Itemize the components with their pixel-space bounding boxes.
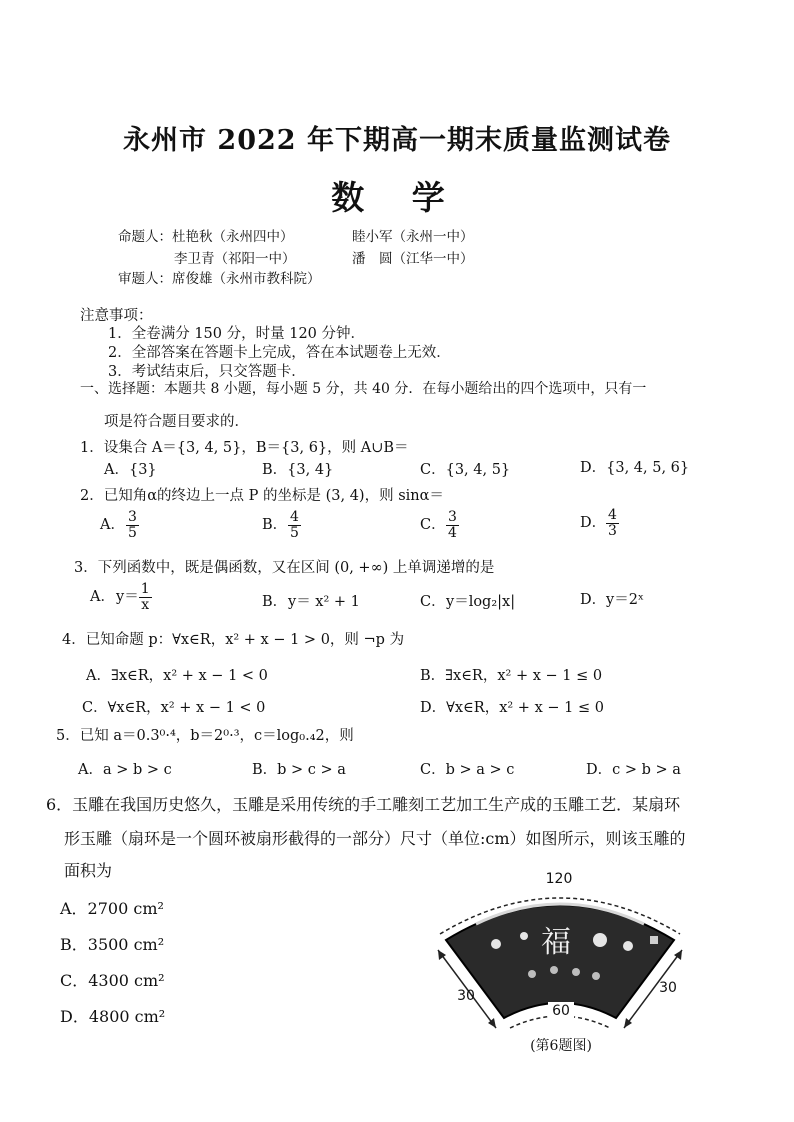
q6-figure (430, 868, 692, 1060)
q1-option-b: B．{3, 4} (262, 462, 334, 478)
exam-title: 永州市 2022 年下期高一期末质量监测试卷 (123, 125, 671, 156)
q2-stem: 2．已知角α的终边上一点 P 的坐标是 (3, 4)，则 sinα＝ (80, 488, 444, 504)
label-left-30: 30 (457, 988, 475, 1004)
decor-dot (528, 970, 536, 978)
q3-option-a: A．y＝ $\frac{1}{x}$ (90, 581, 150, 613)
notice-heading: 注意事项： (80, 308, 153, 324)
q6-stem-line3: 面积为 (64, 861, 113, 880)
notice-item-1: 1．全卷满分 150 分，时量 120 分钟． (108, 326, 366, 342)
q3-a-fraction: $\frac{1}{x}$ (140, 581, 150, 613)
q4-option-b: B．∃x∈R，x² + x − 1 ≤ 0 (420, 668, 603, 684)
decor-dot (550, 966, 558, 974)
setter-2: 睦小军（永州一中） (352, 229, 474, 245)
setter-3: 李卫青（祁阳一中） (174, 251, 296, 267)
notice-item-3: 3．考试结束后，只交答题卡． (108, 364, 306, 380)
q6-stem-line2: 形玉雕（扇环是一个圆环被扇形截得的一部分）尺寸（单位:cm）如图所示，则该玉雕的 (64, 829, 686, 848)
q2-d-fraction: $\frac{4}{3}$ (608, 507, 617, 539)
q2-option-a: A． $\frac{3}{5}$ (100, 509, 137, 541)
decor-dot (572, 968, 580, 976)
setter-1: 杜艳秋（永州四中） (172, 229, 294, 245)
setters-label: 命题人： (118, 229, 172, 245)
label-60: 60 (552, 1003, 570, 1019)
decor-gourd (593, 933, 607, 947)
q1-option-c: C．{3, 4, 5} (420, 462, 511, 478)
q6-option-c: C．4300 cm² (60, 971, 165, 990)
q6-stem-line1: 6．玉雕在我国历史悠久，玉雕是采用传统的手工雕刻工艺加工生产成的玉雕工艺．某扇环 (46, 795, 681, 814)
label-120: 120 (545, 871, 573, 887)
reviewer-label: 审题人： (118, 271, 172, 287)
q3-option-c: C．y＝log₂|x| (420, 594, 516, 610)
q5-option-c: C．b > a > c (420, 762, 515, 778)
q3-option-d: D．y＝2ˣ (580, 592, 645, 608)
label-right-30: 30 (659, 980, 677, 996)
setters-row-1 (118, 225, 294, 245)
reviewer: 席俊雄（永州市教科院） (172, 271, 321, 287)
q5-stem: 5．已知 a＝0.3⁰·⁴，b＝2⁰·³，c＝log₀.₄2，则 (56, 728, 354, 744)
q5-option-b: B．b > c > a (252, 762, 346, 778)
q1-stem: 1．设集合 A＝{3, 4, 5}，B＝{3, 6}，则 A∪B＝ (80, 440, 409, 456)
q1-option-a: A．{3} (104, 462, 157, 478)
q3-stem: 3．下列函数中，既是偶函数，又在区间 (0, +∞) 上单调递增的是 (74, 560, 495, 576)
q5-option-a: A．a > b > c (78, 762, 172, 778)
q2-a-fraction: $\frac{3}{5}$ (128, 509, 137, 541)
q2-b-fraction: $\frac{4}{5}$ (290, 509, 299, 541)
q2-option-b: B． $\frac{4}{5}$ (262, 509, 299, 541)
figure-caption: (第6题图) (530, 1038, 592, 1054)
q6-option-a: A．2700 cm² (60, 899, 164, 918)
q1-option-d: D．{3, 4, 5, 6} (580, 460, 690, 476)
q4-stem: 4．已知命题 p：∀x∈R，x² + x − 1 > 0，则 ¬p 为 (62, 632, 405, 648)
decor-dot (520, 932, 528, 940)
q4-option-d: D．∀x∈R，x² + x − 1 ≤ 0 (420, 700, 604, 716)
subject-title: 数 学 (331, 178, 463, 217)
q2-c-fraction: $\frac{3}{4}$ (448, 509, 457, 541)
q3-option-b: B．y＝ x² + 1 (262, 594, 360, 610)
fu-character: 福 (541, 925, 571, 960)
q5-option-d: D．c > b > a (586, 762, 681, 778)
q2-option-c: C． $\frac{3}{4}$ (420, 509, 457, 541)
sector-ring-diagram (430, 868, 692, 1060)
section-heading-line2: 项是符合题目要求的． (104, 414, 249, 430)
decor-dot (623, 941, 633, 951)
q6-option-d: D．4800 cm² (60, 1007, 166, 1026)
section-heading-line1: 一、选择题：本题共 8 小题，每小题 5 分，共 40 分．在每小题给出的四个选项中，只有一 (80, 381, 647, 397)
q4-option-a: A．∃x∈R，x² + x − 1 < 0 (86, 668, 268, 684)
notice-item-2: 2．全部答案在答题卡上完成，答在本试题卷上无效． (108, 345, 451, 361)
reviewer-row (118, 267, 321, 287)
q4-option-c: C．∀x∈R，x² + x − 1 < 0 (82, 700, 266, 716)
q6-option-b: B．3500 cm² (60, 935, 165, 954)
setter-4: 潘 圆（江华一中） (352, 251, 474, 267)
q2-option-d: D． $\frac{4}{3}$ (580, 507, 617, 539)
decor-square (650, 936, 658, 944)
decor-dot (491, 939, 501, 949)
decor-dot (592, 972, 600, 980)
